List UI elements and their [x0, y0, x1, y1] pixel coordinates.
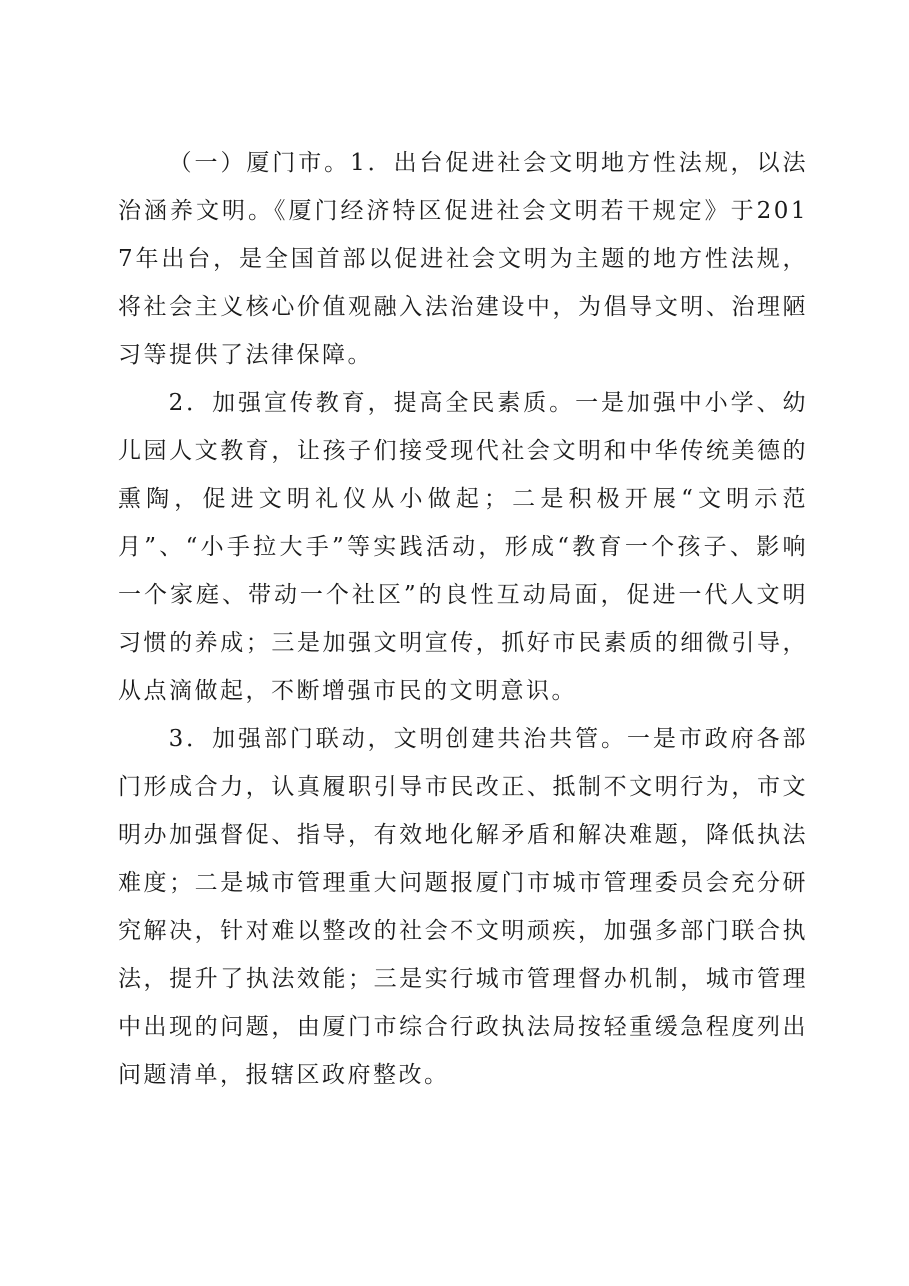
paragraph-department-linkage: 3．加强部门联动，文明创建共治共管。一是市政府各部门形成合力，认真履职引导市民改正、抵制不文明行为，市文明办加强督促、指导，有效地化解矛盾和解决难题，降低执法难度；二是城市管理重大问题报厦门市城市管理委员会充分研究解决，针对难以整改的社会不文明顽疾，加强多部门联合执法，提升了执法效能；三是实行城市管理督办机制，城市管理中出现的问题，由厦门市综合行政执法局按轻重缓急程度列出问题清单，报辖区政府整改。 — [118, 726, 808, 1088]
paragraph-xiamen-law: （一）厦门市。1．出台促进社会文明地方性法规，以法治涵养文明。《厦门经济特区促进社会文明若干规定》于2017年出台，是全国首部以促进社会文明为主题的地方性法规，将社会主义核心价值观融入法治建设中，为倡导文明、治理陋习等提供了法律保障。 — [118, 150, 808, 368]
document-body — [118, 139, 808, 1099]
paragraph-education: 2．加强宣传教育，提高全民素质。一是加强中小学、幼儿园人文教育，让孩子们接受现代社会文明和中华传统美德的熏陶，促进文明礼仪从小做起；二是积极开展“文明示范月”、“小手拉大手”等实践活动，形成“教育一个孩子、影响一个家庭、带动一个社区”的良性互动局面，促进一代人文明习惯的养成；三是加强文明宣传，抓好市民素质的细微引导，从点滴做起，不断增强市民的文明意识。 — [118, 390, 808, 704]
